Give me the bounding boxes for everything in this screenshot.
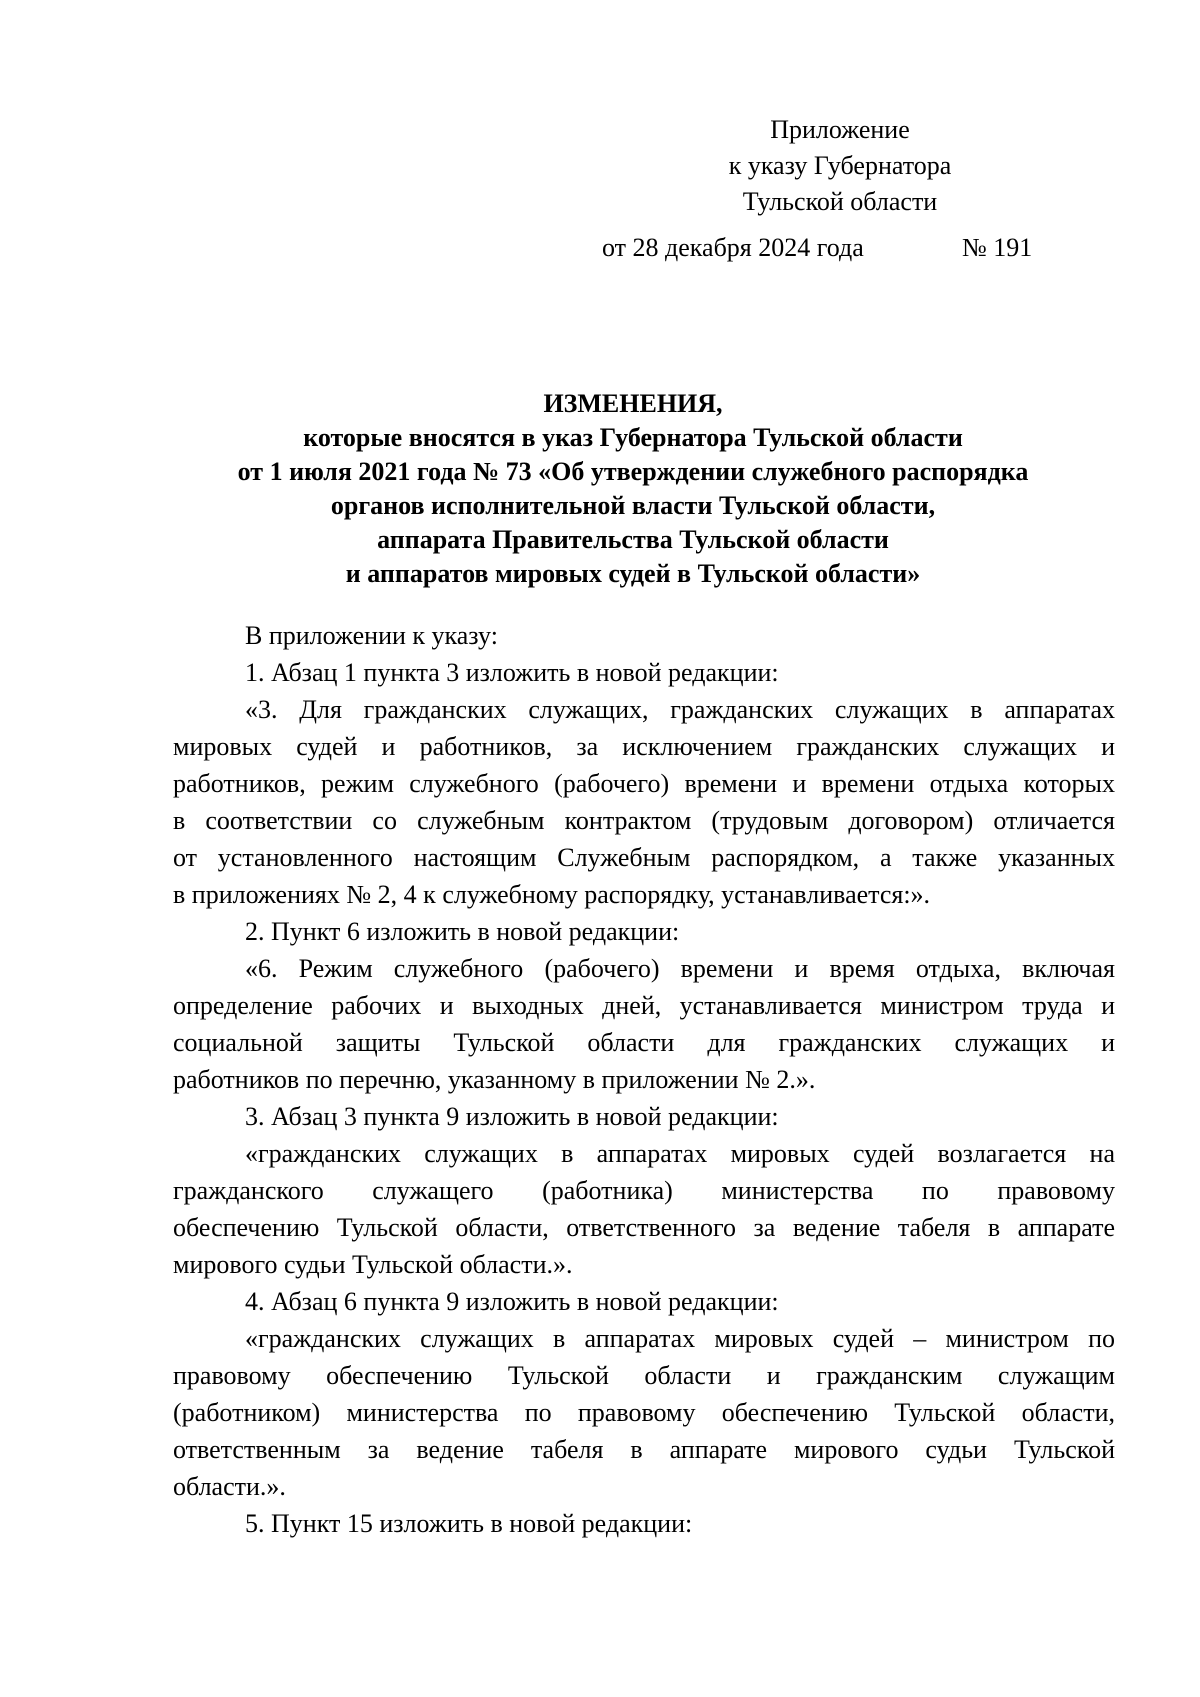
quote-line: «3. Для гражданских служащих, гражданских служащих в аппаратах (245, 695, 1115, 724)
appendix-reference: к указу Губернатора (728, 151, 952, 180)
amendment-item-5: 5. Пункт 15 изложить в новой редакции: (245, 1509, 693, 1538)
quote-line: «гражданских служащих в аппаратах мировых судей возлагается на (245, 1139, 1115, 1168)
appendix-region: Тульской области (742, 187, 938, 216)
quote-line: (работником) министерства по правовому обеспечению Тульской области, (173, 1398, 1115, 1427)
intro-paragraph: В приложении к указу: (245, 621, 498, 650)
document-heading (170, 387, 1096, 591)
amendment-quote-3 (173, 1135, 1115, 1283)
heading-line: и аппаратов мировых судей в Тульской области» (345, 559, 921, 588)
quote-line: «гражданских служащих в аппаратах мировых судей – министром по (245, 1324, 1115, 1353)
amendment-quote-1 (173, 691, 1115, 913)
quote-line: обеспечению Тульской области, ответственного за ведение табеля в аппарате (173, 1213, 1115, 1242)
heading-line: аппарата Правительства Тульской области (377, 525, 889, 554)
quote-line: работников по перечню, указанному в приложении № 2.». (173, 1065, 816, 1094)
quote-line: мирового судьи Тульской области.». (173, 1250, 573, 1279)
heading-title: ИЗМЕНЕНИЯ, (543, 389, 723, 418)
amendment-quote-4 (173, 1320, 1115, 1505)
heading-line: от 1 июля 2021 года № 73 «Об утверждении служебного распорядка (237, 457, 1029, 486)
quote-line: мировых судей и работников, за исключением гражданских служащих и (173, 732, 1115, 761)
quote-line: социальной защиты Тульской области для гражданских служащих и (173, 1028, 1115, 1057)
quote-line: в приложениях № 2, 4 к служебному распорядку, устанавливается:». (173, 880, 931, 909)
amendment-quote-2 (173, 950, 1115, 1098)
amendment-item-4: 4. Абзац 6 пункта 9 изложить в новой редакции: (245, 1287, 779, 1316)
quote-line: от установленного настоящим Служебным распорядком, а также указанных (173, 843, 1115, 872)
quote-line: гражданского служащего (работника) министерства по правовому (173, 1176, 1115, 1205)
quote-line: области.». (173, 1472, 286, 1501)
amendment-item-2: 2. Пункт 6 изложить в новой редакции: (245, 917, 680, 946)
quote-line: правовому обеспечению Тульской области и гражданским служащим (173, 1361, 1115, 1390)
amendment-item-1: 1. Абзац 1 пункта 3 изложить в новой редакции: (245, 658, 779, 687)
quote-line: «6. Режим служебного (рабочего) времени и время отдыха, включая (245, 954, 1115, 983)
appendix-title: Приложение (770, 115, 910, 144)
quote-line: ответственным за ведение табеля в аппарате мирового судьи Тульской (173, 1435, 1115, 1464)
decree-date: от 28 декабря 2024 года (602, 233, 864, 262)
quote-line: работников, режим служебного (рабочего) времени и времени отдыха которых (173, 769, 1115, 798)
appendix-block (690, 112, 990, 220)
heading-line: которые вносятся в указ Губернатора Тульской области (303, 423, 963, 452)
document-body (173, 617, 1115, 1542)
quote-line: определение рабочих и выходных дней, устанавливается министром труда и (173, 991, 1115, 1020)
quote-line: в соответствии со служебным контрактом (трудовым договором) отличается (173, 806, 1115, 835)
heading-line: органов исполнительной власти Тульской области, (330, 491, 936, 520)
decree-number: № 191 (962, 233, 1033, 262)
amendment-item-3: 3. Абзац 3 пункта 9 изложить в новой редакции: (245, 1102, 779, 1131)
